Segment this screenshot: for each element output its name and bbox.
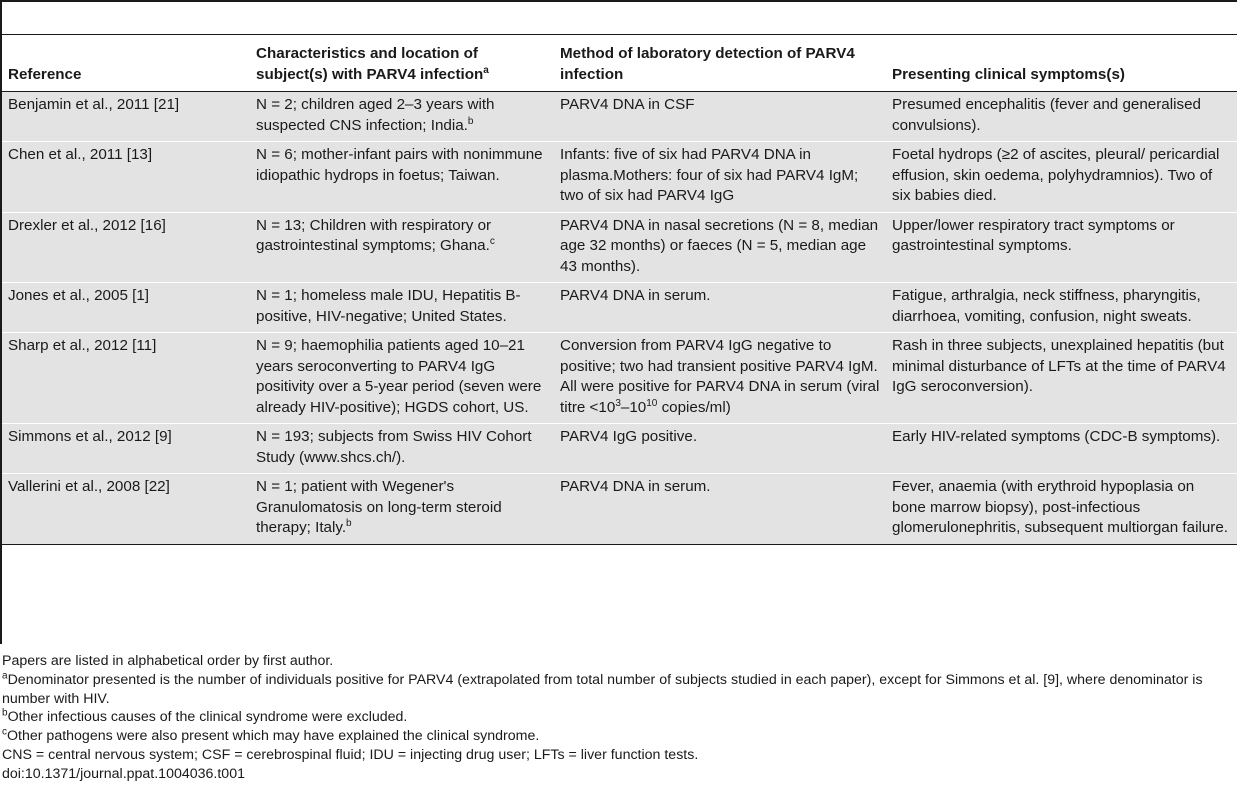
cell-characteristics: N = 2; children aged 2–3 years with suspected CNS infection; India.$^b$ — [250, 92, 554, 142]
cell-symptoms: Early HIV-related symptoms (CDC-B symptoms). — [886, 424, 1237, 474]
header-reference: Reference — [2, 40, 250, 92]
table-row — [2, 212, 1237, 283]
cell-characteristics: N = 1; homeless male IDU, Hepatitis B-positive, HIV-negative; United States. — [250, 283, 554, 333]
table-footnotes — [2, 652, 1237, 784]
cell-symptoms: Fever, anaemia (with erythroid hypoplasia on bone marrow biopsy), post-infectious glomerulonephritis, subsequent multiorgan failure. — [886, 474, 1237, 545]
cell-reference: Drexler et al., 2012 [16] — [2, 212, 250, 283]
footnote-c: $^c$Other pathogens were also present which may have explained the clinical syndrome. — [2, 726, 540, 745]
footnote-marker: c — [489, 235, 495, 247]
cell-reference: Chen et al., 2011 [13] — [2, 142, 250, 213]
caption-band — [2, 2, 1237, 34]
table-row — [2, 283, 1237, 333]
exponent: 3 — [615, 397, 621, 409]
table-row — [2, 474, 1237, 545]
footnote-marker: b — [2, 707, 8, 719]
cell-symptoms: Upper/lower respiratory tract symptoms or gastrointestinal symptoms. — [886, 212, 1237, 283]
header-symptoms: Presenting clinical symptoms(s) — [886, 40, 1237, 92]
cell-characteristics: N = 193; subjects from Swiss HIV Cohort Study (www.shcs.ch/). — [250, 424, 554, 474]
footnote-order: Papers are listed in alphabetical order by first author. — [2, 653, 334, 669]
cell-reference: Benjamin et al., 2011 [21] — [2, 92, 250, 142]
cell-characteristics: N = 9; haemophilia patients aged 10–21 years seroconverting to PARV4 IgG positivity over a 5-year period (seven were already HIV-positive); HGDS cohort, US. — [250, 333, 554, 424]
table-header-row — [2, 40, 1237, 92]
cell-method: PARV4 DNA in nasal secretions (N = 8, median age 32 months) or faeces (N = 5, median age 43 months). — [554, 212, 886, 283]
header-top-rule — [2, 34, 1237, 35]
header-characteristics: Characteristics and location of subject(s) with PARV4 infection$^a$ — [250, 40, 554, 92]
cell-characteristics: N = 6; mother-infant pairs with nonimmune idiopathic hydrops in foetus; Taiwan. — [250, 142, 554, 213]
cell-symptoms: Presumed encephalitis (fever and generalised convulsions). — [886, 92, 1237, 142]
table-row — [2, 92, 1237, 142]
footnote-marker: c — [2, 726, 7, 738]
cell-reference: Sharp et al., 2012 [11] — [2, 333, 250, 424]
cell-reference: Simmons et al., 2012 [9] — [2, 424, 250, 474]
cell-characteristics: N = 1; patient with Wegener's Granulomatosis on long-term steroid therapy; Italy.$^b$ — [250, 474, 554, 545]
doi-link[interactable]: doi:10.1371/journal.ppat.1004036.t001 — [2, 765, 245, 782]
footnote-marker: b — [346, 517, 352, 529]
cell-symptoms: Rash in three subjects, unexplained hepatitis (but minimal disturbance of LFTs at the time of PARV4 IgG seroconversion). — [886, 333, 1237, 424]
cell-characteristics: N = 13; Children with respiratory or gastrointestinal symptoms; Ghana.$^c$ — [250, 212, 554, 283]
cell-reference: Jones et al., 2005 [1] — [2, 283, 250, 333]
footnote-abbreviations: CNS = central nervous system; CSF = cerebrospinal fluid; IDU = injecting drug user; LFTs = liver function tests. — [2, 746, 699, 763]
exponent: 10 — [646, 397, 658, 409]
table-row — [2, 333, 1237, 424]
cell-symptoms: Foetal hydrops (≥2 of ascites, pleural/ pericardial effusion, skin oedema, polyhydramnios). Two of six babies died. — [886, 142, 1237, 213]
cell-method: PARV4 DNA in CSF — [554, 92, 886, 142]
table-row — [2, 424, 1237, 474]
header-method: Method of laboratory detection of PARV4 infection — [554, 40, 886, 92]
table-row — [2, 142, 1237, 213]
parv4-table — [2, 40, 1237, 545]
cell-method: PARV4 DNA in serum. — [554, 283, 886, 333]
cell-symptoms: Fatigue, arthralgia, neck stiffness, pharyngitis, diarrhoea, vomiting, confusion, night sweats. — [886, 283, 1237, 333]
cell-method: Infants: five of six had PARV4 DNA in plasma.Mothers: four of six had PARV4 IgM; two of six had PARV4 IgG — [554, 142, 886, 213]
cell-reference: Vallerini et al., 2008 [22] — [2, 474, 250, 545]
footnote-b: $^b$Other infectious causes of the clinical syndrome were excluded. — [2, 707, 408, 726]
footnote-a: $^a$Denominator presented is the number of individuals positive for PARV4 (extrapolated from total number of subjects studied in each paper), except for Simmons et al. [9], where denominator is number with HIV. — [2, 670, 1203, 707]
footnote-marker: a — [483, 64, 489, 76]
cell-method: Conversion from PARV4 IgG negative to positive; two had transient positive PARV4 IgM. All were positive for PARV4 DNA in serum (viral titre $<10^3-10^{10}$ copies/ml) — [554, 333, 886, 424]
footnote-marker: b — [467, 115, 474, 127]
cell-method: PARV4 IgG positive. — [554, 424, 886, 474]
cell-method: PARV4 DNA in serum. — [554, 474, 886, 545]
footnote-marker: a — [2, 670, 8, 682]
